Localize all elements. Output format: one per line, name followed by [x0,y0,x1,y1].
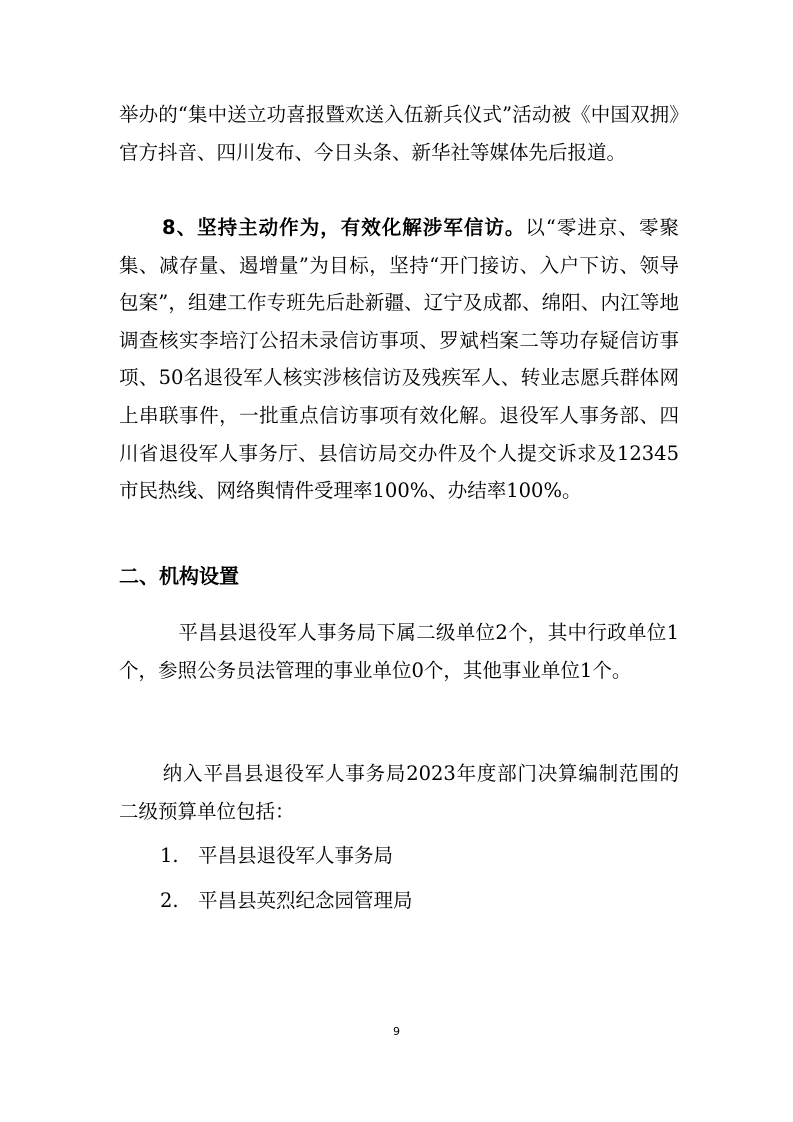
list-item [160,838,393,874]
continued-paragraph [119,96,679,171]
list-item [160,883,413,919]
page-number: 9 [393,1025,400,1038]
list-item-number: 2. [160,889,179,912]
scope-paragraph-text: 纳入平昌县退役军人事务局2023年度部门决算编制范围的二级预算单位包括： [119,762,679,823]
list-item-number: 1. [160,844,179,867]
continued-paragraph-text: 举办的“集中送立功喜报暨欢送入伍新兵仪式”活动被《中国双拥》官方抖音、四川发布、今日头条、新华社等媒体先后报道。 [119,103,679,164]
item-8-heading: 8、坚持主动作为，有效化解涉军信访。 [162,216,526,239]
item-8-body: 以“零进京、零聚集、减存量、遏增量”为目标，坚持“开门接访、入户下访、领导包案”，组建工作专班先后赴新疆、辽宁及成都、绵阳、内江等地调查核实李培汀公招未录信访事项、罗斌档案二等功存疑信访事项、50名退役军人核实涉核信访及残疾军人、转业志愿兵群体网上串联事件，一批重点信访事项有效化解。退役军人事务部、四川省退役军人事务厅、县信访局交办件及个人提交诉求及12345市民热线、网络舆情件受理率100%、办结率100%。 [119,216,679,503]
scope-paragraph [119,755,679,830]
list-item-name: 平昌县退役军人事务局 [198,844,394,867]
org-paragraph [119,614,679,689]
org-paragraph-text: 平昌县退役军人事务局下属二级单位2个，其中行政单位1个，参照公务员法管理的事业单位0个，其他事业单位1个。 [119,621,679,682]
list-item-name: 平昌县英烈纪念园管理局 [198,889,413,912]
item-8-paragraph [119,209,679,510]
section-heading-organization: 二、机构设置 [119,564,239,588]
